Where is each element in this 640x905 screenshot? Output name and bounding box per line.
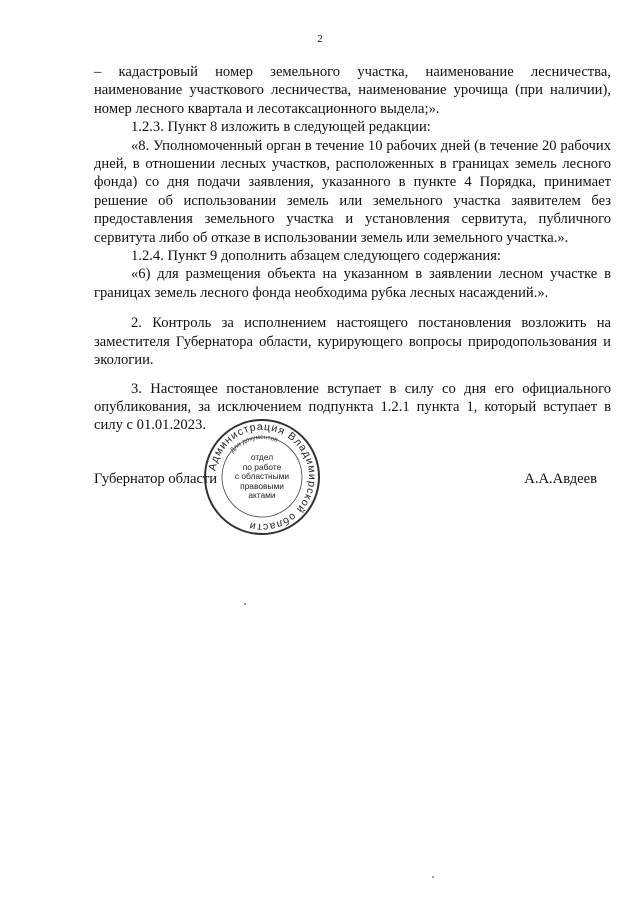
stamp-outer-text: Администрация Владимирской области <box>206 420 319 534</box>
paragraph-1-2-4: 1.2.4. Пункт 9 дополнить абзацем следующего содержания: <box>131 248 501 265</box>
signature-name: А.А.Авдеев <box>524 471 597 487</box>
stamp-inner-text: Для документов <box>229 433 279 455</box>
paragraph-item-8: «8. Уполномоченный орган в течение 10 рабочих дней (в течение 20 рабочих дней, в отношении лесных участков, расположенных в границах земель лесного фонда) со дня подачи заявления, указанного в пункте 4 Порядка, принимает решение об использовании земель или земельного участка заявителем без предоставления земельного участка и установления сервитута, публичного сервитута либо об отказе в использовании земель или земельного участка.». <box>94 137 611 246</box>
signature-block <box>94 471 611 491</box>
page-number: 2 <box>317 33 323 45</box>
stamp-line: по работе <box>242 461 282 472</box>
stamp-line: с областными <box>234 471 290 482</box>
stamp-center-text <box>227 453 297 501</box>
stamp-line: актами <box>248 490 276 501</box>
paragraph-cadastral: – кадастровый номер земельного участка, наименование лесничества, наименование участкового лесничества, наименование урочища (при наличии), номер лесного квартала и лесотаксационного выдела;». <box>94 64 611 117</box>
stamp-line: отдел <box>250 452 274 463</box>
scan-speck <box>244 603 246 605</box>
paragraph-item-6: «6) для размещения объекта на указанном в заявлении лесном участке в границах земель лесного фонда необходима рубка лесных насаждений.». <box>94 266 611 301</box>
paragraph-1-2-3: 1.2.3. Пункт 8 изложить в следующей редакции: <box>131 119 431 136</box>
official-stamp <box>204 419 320 535</box>
paragraph-effective: 3. Настоящее постановление вступает в силу со дня его официального опубликования, за исключением подпункта 1.2.1 пункта 1, который вступает в силу с 01.01.2023. <box>94 380 611 434</box>
document-body <box>94 63 611 435</box>
paragraph-control: 2. Контроль за исполнением настоящего постановления возложить на заместителя Губернатора области, курирующего вопросы природопользования и экологии. <box>94 315 611 369</box>
signature-title: Губернатор области <box>94 471 218 487</box>
stamp-line: правовыми <box>240 480 284 491</box>
scan-speck <box>432 876 434 878</box>
